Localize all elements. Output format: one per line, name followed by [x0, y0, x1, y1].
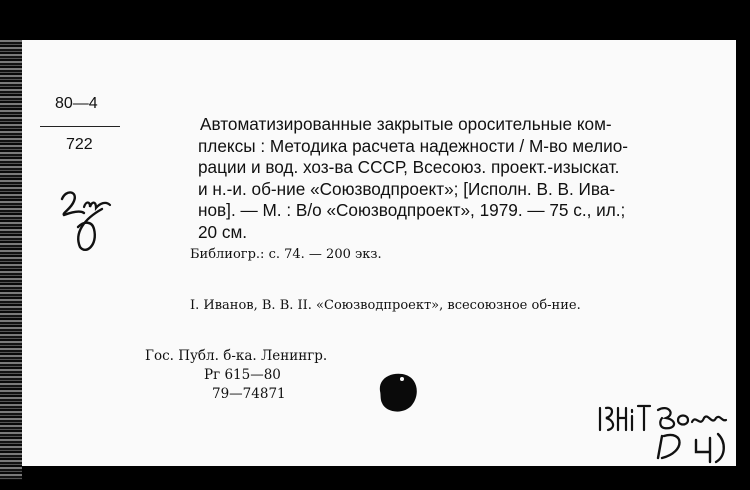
registration-number: Рг 615—80 — [204, 367, 281, 383]
shelfmark-divider — [40, 126, 120, 127]
description-line: плексы : Методика расчета надежности / М-во мелио- — [198, 135, 628, 156]
bibliographic-description — [198, 114, 708, 243]
description-line: Автоматизированные закрытые оросительные ком- — [200, 114, 612, 134]
handwritten-note-bottom-right — [592, 400, 742, 466]
library-holder: Гос. Публ. б-ка. Ленингр. — [145, 348, 328, 364]
description-line: рации и вод. хоз-ва СССР, Всесоюз. проект.-изыскат. — [198, 157, 620, 177]
handwritten-mark-left — [54, 185, 114, 255]
bibliography-note: Библиогр.: с. 74. — 200 экз. — [190, 247, 382, 262]
description-line: и н.-и. об-ние «Союзводпроект»; [Исполн. В. В. Ива- — [198, 178, 616, 199]
description-line: нов]. — М. : В/о «Союзводпроект», 1979. — 75 с., ил.; — [198, 200, 626, 220]
shelfmark-top: 80—4 — [55, 95, 98, 112]
shelfmark-bottom: 722 — [66, 136, 93, 153]
scan-edge — [0, 40, 22, 480]
description-line: 20 см. — [198, 221, 248, 242]
catalog-card — [22, 40, 736, 466]
tracings: I. Иванов, В. В. II. «Союзводпроект», всесоюзное об-ние. — [190, 298, 581, 313]
card-number: 79—74871 — [212, 386, 286, 402]
ink-blot — [372, 367, 422, 417]
